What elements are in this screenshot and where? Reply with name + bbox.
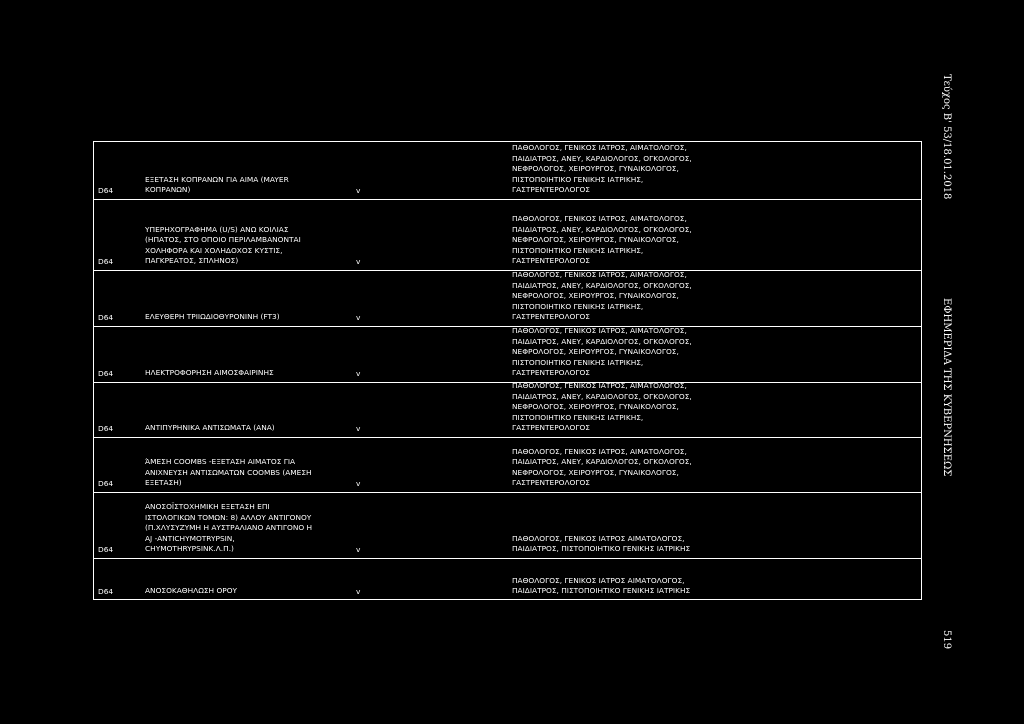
code-cell: D64 (98, 369, 114, 378)
description-cell: ΕΛΕΥΘΕΡΗ ΤΡΙΙΩΔΙΟΘΥΡΟΝΙΝΗ (FT3) (145, 312, 280, 322)
table-row (94, 558, 921, 600)
code-cell: D64 (98, 313, 114, 322)
table-row (94, 270, 921, 326)
exam-table (93, 141, 922, 600)
mark-cell: v (356, 479, 361, 488)
specialties-cell: ΠΑΘΟΛΟΓΟΣ, ΓΕΝΙΚΟΣ ΙΑΤΡΟΣ, ΑΙΜΑΤΟΛΟΓΟΣ, ΠΑΙΔΙΑΤΡΟΣ, ΑΝΕΥ, ΚΑΡΔΙΟΛΟΓΟΣ, ΟΓΚΟΛΟΓΟΣ, ΝΕΦΡΟΛΟΓΟΣ, ΧΕΙΡΟΥΡΓΟΣ, ΓΥΝΑΙΚΟΛΟΓΟΣ, ΠΙΣΤΟΠΟΙΗΤΙΚΟ ΓΕΝΙΚΗΣ ΙΑΤΡΙΚΗΣ, ΓΑΣΤΡΕΝΤΕΡΟΛΟΓΟΣ (512, 326, 692, 378)
mark-cell: v (356, 545, 361, 554)
code-cell: D64 (98, 424, 114, 433)
specialties-cell: ΠΑΘΟΛΟΓΟΣ, ΓΕΝΙΚΟΣ ΙΑΤΡΟΣ ΑΙΜΑΤΟΛΟΓΟΣ, ΠΑΙΔΙΑΤΡΟΣ, ΠΙΣΤΟΠΟΙΗΤΙΚΟ ΓΕΝΙΚΗΣ ΙΑΤΡΙΚΗΣ (512, 575, 691, 596)
description-cell: ΑΝΟΣΟΚΑΘΗΛΩΣΗ ΟΡΟΥ (145, 586, 238, 596)
specialties-cell: ΠΑΘΟΛΟΓΟΣ, ΓΕΝΙΚΟΣ ΙΑΤΡΟΣ, ΑΙΜΑΤΟΛΟΓΟΣ, ΠΑΙΔΙΑΤΡΟΣ, ΑΝΕΥ, ΚΑΡΔΙΟΛΟΓΟΣ, ΟΓΚΟΛΟΓΟΣ, ΝΕΦΡΟΛΟΓΟΣ, ΧΕΙΡΟΥΡΓΟΣ, ΓΥΝΑΙΚΟΛΟΓΟΣ, ΠΙΣΤΟΠΟΙΗΤΙΚΟ ΓΕΝΙΚΗΣ ΙΑΤΡΙΚΗΣ, ΓΑΣΤΡΕΝΤΕΡΟΛΟΓΟΣ (512, 214, 692, 266)
specialties-cell: ΠΑΘΟΛΟΓΟΣ, ΓΕΝΙΚΟΣ ΙΑΤΡΟΣ, ΑΙΜΑΤΟΛΟΓΟΣ, ΠΑΙΔΙΑΤΡΟΣ, ΑΝΕΥ, ΚΑΡΔΙΟΛΟΓΟΣ, ΟΓΚΟΛΟΓΟΣ, ΝΕΦΡΟΛΟΓΟΣ, ΧΕΙΡΟΥΡΓΟΣ, ΓΥΝΑΙΚΟΛΟΓΟΣ, ΠΙΣΤΟΠΟΙΗΤΙΚΟ ΓΕΝΙΚΗΣ ΙΑΤΡΙΚΗΣ, ΓΑΣΤΡΕΝΤΕΡΟΛΟΓΟΣ (512, 381, 692, 433)
code-cell: D64 (98, 545, 114, 554)
code-cell: D64 (98, 587, 114, 596)
mark-cell: v (356, 186, 361, 195)
description-cell: ΑΝΟΣΟΪΣΤΟΧΗΜΙΚΗ ΕΞΕΤΑΣΗ ΕΠΙ ΙΣΤΟΛΟΓΙΚΩΝ ΤΟΜΩΝ: 8) ΑΛΛΟΥ ΑΝΤΙΓΟΝΟΥ (Π.ΧΛΥΣΥΖΥΜΗ Η ΑΥΣΤΡΑΛΙΑΝΟ ΑΝΤΙΓΟΝΟ Η AJ -ANTICHYMOTRYPSIN, CHYMOTHRYPSINK.Λ.Π.) (145, 502, 313, 554)
mark-cell: v (356, 257, 361, 266)
table-row (94, 326, 921, 382)
mark-cell: v (356, 587, 361, 596)
mark-cell: v (356, 313, 361, 322)
table-row (94, 142, 921, 199)
table-row (94, 492, 921, 558)
mark-cell: v (356, 424, 361, 433)
description-cell: ΕΞΕΤΑΣΗ ΚΟΠΡΑΝΩΝ ΓΙΑ ΑΙΜΑ (MAYER ΚΟΠΡΑΝΩΝ) (145, 174, 289, 195)
table-row (94, 437, 921, 492)
page-number: 519 (941, 630, 952, 650)
table-row (94, 382, 921, 437)
specialties-cell: ΠΑΘΟΛΟΓΟΣ, ΓΕΝΙΚΟΣ ΙΑΤΡΟΣ ΑΙΜΑΤΟΛΟΓΟΣ, ΠΑΙΔΙΑΤΡΟΣ, ΠΙΣΤΟΠΟΙΗΤΙΚΟ ΓΕΝΙΚΗΣ ΙΑΤΡΙΚΗΣ (512, 533, 691, 554)
code-cell: D64 (98, 186, 114, 195)
description-cell: ΥΠΕΡΗΧΟΓΡΑΦΗΜΑ (U/S) ΑΝΩ ΚΟΙΛΙΑΣ (ΗΠΑΤΟΣ, ΣΤΟ ΟΠΟΙΟ ΠΕΡΙΛΑΜΒΑΝΟΝΤΑΙ ΧΟΛΗΦΟΡΑ ΚΑΙ ΧΟΛΗΔΟΧΟΣ ΚΥΣΤΙΣ, ΠΑΓΚΡΕΑΤΟΣ, ΣΠΛΗΝΟΣ) (145, 224, 301, 266)
specialties-cell: ΠΑΘΟΛΟΓΟΣ, ΓΕΝΙΚΟΣ ΙΑΤΡΟΣ, ΑΙΜΑΤΟΛΟΓΟΣ, ΠΑΙΔΙΑΤΡΟΣ, ΑΝΕΥ, ΚΑΡΔΙΟΛΟΓΟΣ, ΟΓΚΟΛΟΓΟΣ, ΝΕΦΡΟΛΟΓΟΣ, ΧΕΙΡΟΥΡΓΟΣ, ΓΥΝΑΙΚΟΛΟΓΟΣ, ΠΙΣΤΟΠΟΙΗΤΙΚΟ ΓΕΝΙΚΗΣ ΙΑΤΡΙΚΗΣ, ΓΑΣΤΡΕΝΤΕΡΟΛΟΓΟΣ (512, 270, 692, 322)
gazette-title: ΕΦΗΜΕΡΙΔΑ ΤΗΣ ΚΥΒΕΡΝΗΣΕΩΣ (941, 298, 952, 477)
mark-cell: v (356, 369, 361, 378)
code-cell: D64 (98, 257, 114, 266)
specialties-cell: ΠΑΘΟΛΟΓΟΣ, ΓΕΝΙΚΟΣ ΙΑΤΡΟΣ, ΑΙΜΑΤΟΛΟΓΟΣ, ΠΑΙΔΙΑΤΡΟΣ, ΑΝΕΥ, ΚΑΡΔΙΟΛΟΓΟΣ, ΟΓΚΟΛΟΓΟΣ, ΝΕΦΡΟΛΟΓΟΣ, ΧΕΙΡΟΥΡΓΟΣ, ΓΥΝΑΙΚΟΛΟΓΟΣ, ΓΑΣΤΡΕΝΤΕΡΟΛΟΓΟΣ (512, 446, 692, 488)
description-cell: ΗΛΕΚΤΡΟΦΟΡΗΣΗ ΑΙΜΟΣΦΑΙΡΙΝΗΣ (145, 368, 274, 378)
issue-header: Τεύχος Β' 53/18.01.2018 (941, 74, 952, 200)
table-row (94, 199, 921, 270)
description-cell: ΑΝΤΙΠΥΡΗΝΙΚΑ ΑΝΤΙΣΩΜΑΤΑ (ΑΝΑ) (145, 423, 275, 433)
description-cell: ΆΜΕΣΗ COOMBS -ΕΞΕΤΑΣΗ ΑΙΜΑΤΟΣ ΓΙΑ ΑΝΙΧΝΕΥΣΗ ΑΝΤΙΣΩΜΑΤΩΝ COOMBS (ΑΜΕΣΗ ΕΞΕΤΑΣΗ) (145, 457, 312, 488)
specialties-cell: ΠΑΘΟΛΟΓΟΣ, ΓΕΝΙΚΟΣ ΙΑΤΡΟΣ, ΑΙΜΑΤΟΛΟΓΟΣ, ΠΑΙΔΙΑΤΡΟΣ, ΑΝΕΥ, ΚΑΡΔΙΟΛΟΓΟΣ, ΟΓΚΟΛΟΓΟΣ, ΝΕΦΡΟΛΟΓΟΣ, ΧΕΙΡΟΥΡΓΟΣ, ΓΥΝΑΙΚΟΛΟΓΟΣ, ΠΙΣΤΟΠΟΙΗΤΙΚΟ ΓΕΝΙΚΗΣ ΙΑΤΡΙΚΗΣ, ΓΑΣΤΡΕΝΤΕΡΟΛΟΓΟΣ (512, 143, 692, 195)
code-cell: D64 (98, 479, 114, 488)
